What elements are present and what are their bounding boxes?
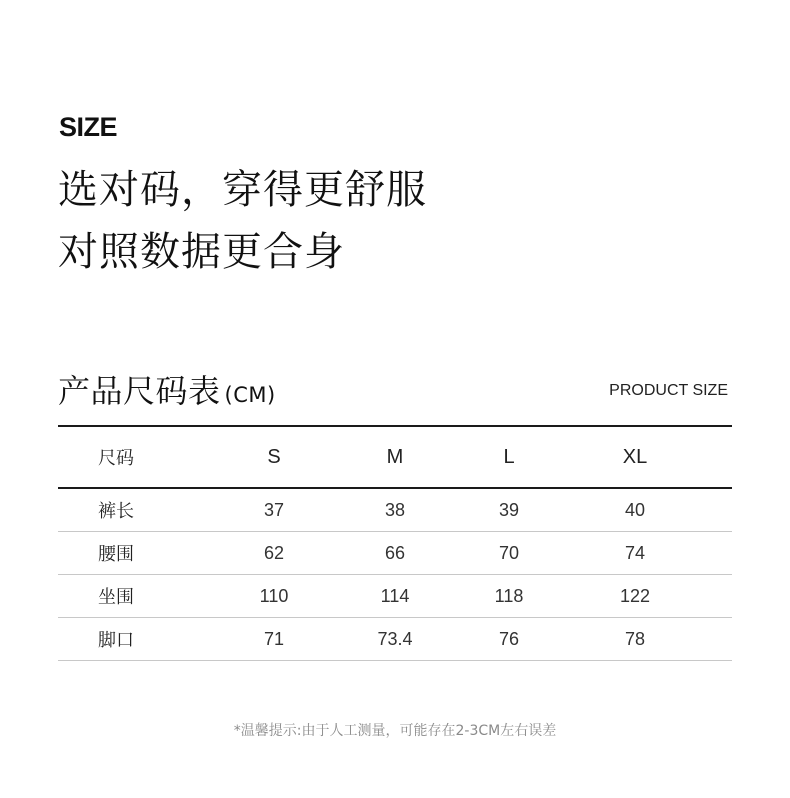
table-cell: 73.4 xyxy=(377,628,413,649)
table-row xyxy=(58,618,732,660)
table-row xyxy=(58,575,732,617)
footnote: *温馨提示:由于人工测量，可能存在2-3CM左右误差 xyxy=(233,723,557,739)
headline-line-1: 选对码，穿得更舒服 xyxy=(58,167,427,213)
table-cell: 122 xyxy=(619,585,651,606)
table-cell: 40 xyxy=(624,499,646,520)
column-header-s: S xyxy=(267,445,281,468)
table-cell: 110 xyxy=(259,585,289,606)
table-cell: 70 xyxy=(498,542,520,563)
size-table xyxy=(58,425,732,661)
table-cell: 118 xyxy=(494,585,524,606)
table-cell: 62 xyxy=(263,542,285,563)
row-label: 裤长 xyxy=(98,501,134,522)
column-header-l: L xyxy=(503,445,515,468)
table-cell: 37 xyxy=(263,499,285,520)
table-cell: 39 xyxy=(498,499,520,520)
table-subtitle: PRODUCT SIZE xyxy=(609,382,728,399)
table-header-row xyxy=(58,427,732,487)
table-cell: 114 xyxy=(380,585,410,606)
section-eyebrow: SIZE xyxy=(59,112,118,142)
row-divider xyxy=(58,660,732,661)
table-cell: 66 xyxy=(384,542,406,563)
row-label: 腰围 xyxy=(98,544,134,565)
table-title-text: 产品尺码表 xyxy=(58,372,221,410)
table-unit: (CM) xyxy=(224,383,276,407)
headline-line-2: 对照数据更合身 xyxy=(58,229,345,275)
table-cell: 71 xyxy=(263,628,285,649)
column-header-xl: XL xyxy=(622,445,648,468)
table-row xyxy=(58,532,732,574)
column-header-size: 尺码 xyxy=(98,448,134,469)
table-cell: 74 xyxy=(624,542,646,563)
column-header-m: M xyxy=(386,445,404,468)
table-cell: 38 xyxy=(384,499,406,520)
table-row xyxy=(58,489,732,531)
table-cell: 78 xyxy=(624,628,646,649)
row-label: 坐围 xyxy=(98,587,134,608)
table-cell: 76 xyxy=(498,628,520,649)
row-label: 脚口 xyxy=(98,630,134,651)
table-title xyxy=(58,366,276,412)
